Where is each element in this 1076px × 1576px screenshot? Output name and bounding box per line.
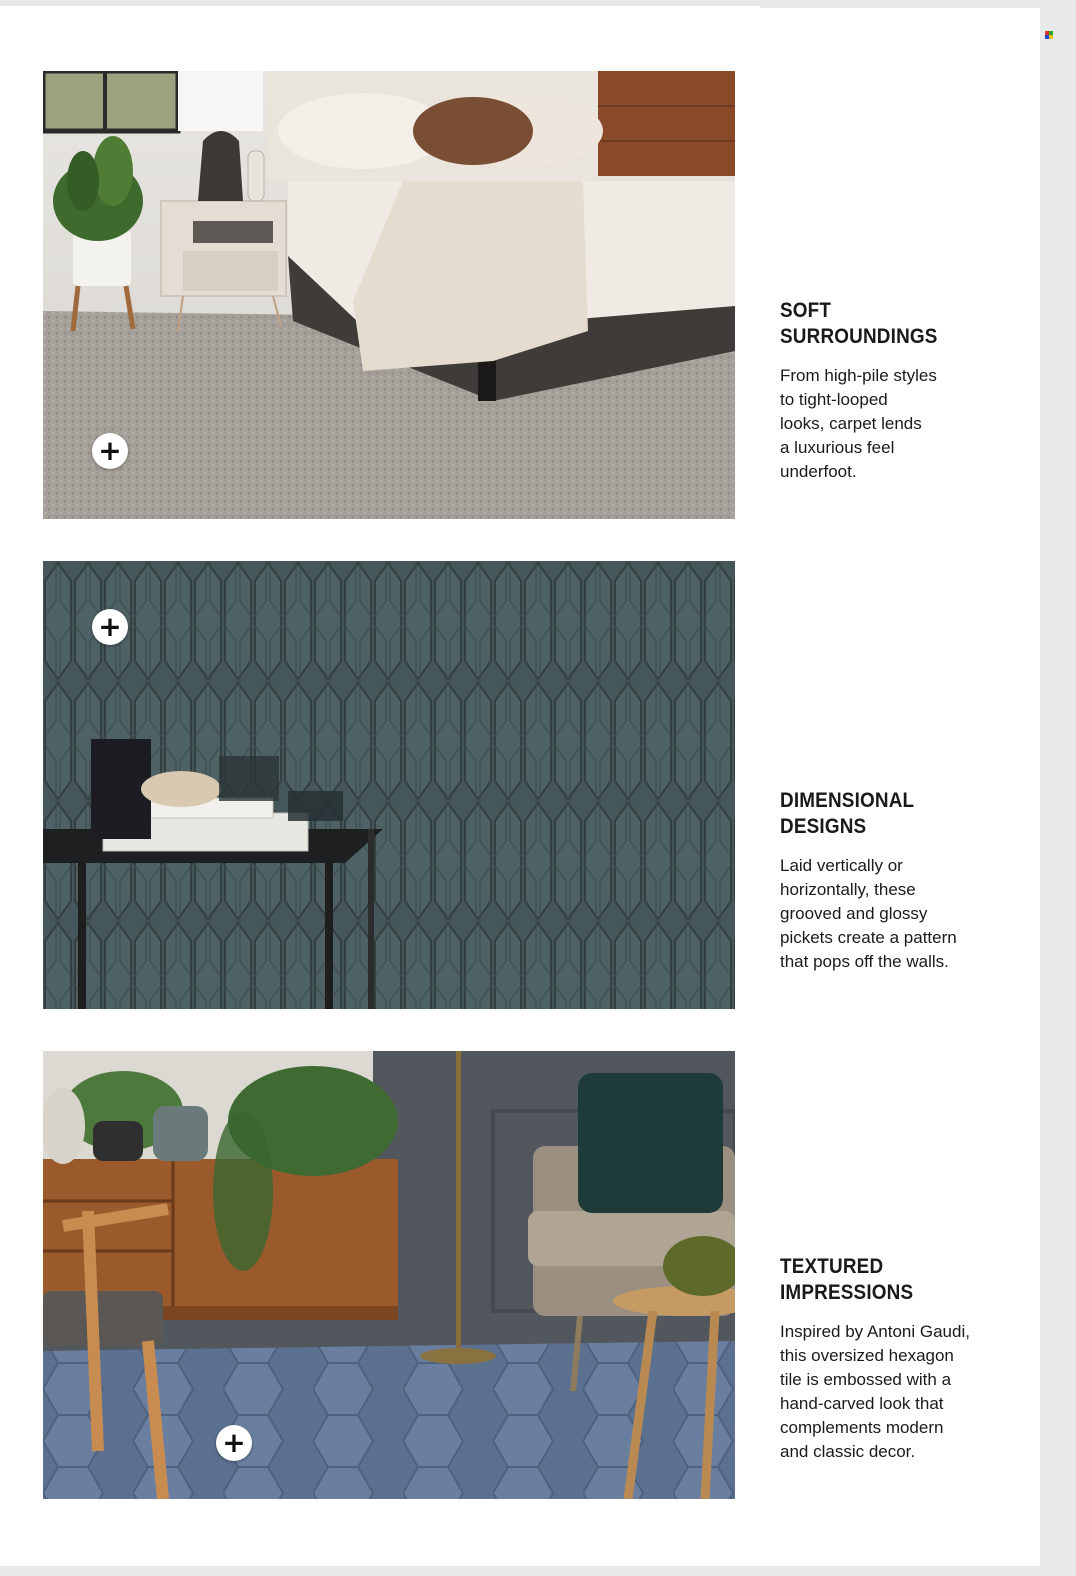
body-line: to tight-looped (780, 390, 888, 409)
body-line: this oversized hexagon (780, 1346, 954, 1365)
body-line: underfoot. (780, 462, 857, 481)
title-line-1: TEXTURED (780, 1255, 884, 1278)
body-line: tile is embossed with a (780, 1370, 952, 1389)
section-soft-surroundings (780, 298, 1000, 484)
body-line: From high-pile styles (780, 366, 937, 385)
body-line: horizontally, these (780, 880, 916, 899)
section-title (780, 298, 996, 350)
hotspot-plus-button-3[interactable] (216, 1425, 252, 1461)
plus-icon: + (98, 434, 122, 467)
living-room-hexagon-tile-photo (43, 1051, 735, 1499)
bedroom-carpet-photo (43, 71, 735, 519)
corner-marker-icon (1045, 31, 1053, 39)
title-line-2: IMPRESSIONS (780, 1281, 914, 1304)
title-line-2: SURROUNDINGS (780, 325, 938, 348)
section-title (780, 1254, 996, 1306)
body-line: looks, carpet lends (780, 414, 922, 433)
page-gutter-right (1040, 0, 1076, 1576)
page-gutter-top (760, 0, 1076, 8)
section-title (780, 788, 996, 840)
plus-icon: + (222, 1426, 246, 1459)
plus-icon: + (98, 610, 122, 643)
section-body (780, 364, 1000, 484)
body-line: and classic decor. (780, 1442, 916, 1461)
section-textured-impressions (780, 1254, 1000, 1464)
title-line-1: SOFT (780, 299, 832, 322)
body-line: grooved and glossy (780, 904, 928, 923)
body-line: Laid vertically or (780, 856, 903, 875)
title-line-2: DESIGNS (780, 815, 867, 838)
hotspot-plus-button-1[interactable] (92, 433, 128, 469)
body-line: Inspired by Antoni Gaudi, (780, 1322, 970, 1341)
body-line: complements modern (780, 1418, 944, 1437)
section-body (780, 1320, 1000, 1464)
section-body (780, 854, 1000, 974)
title-line-1: DIMENSIONAL (780, 789, 915, 812)
section-dimensional-designs (780, 788, 1000, 974)
picket-tile-wall-photo (43, 561, 735, 1009)
body-line: hand-carved look that (780, 1394, 944, 1413)
hotspot-plus-button-2[interactable] (92, 609, 128, 645)
body-line: pickets create a pattern (780, 928, 957, 947)
body-line: that pops off the walls. (780, 952, 949, 971)
body-line: a luxurious feel (780, 438, 895, 457)
